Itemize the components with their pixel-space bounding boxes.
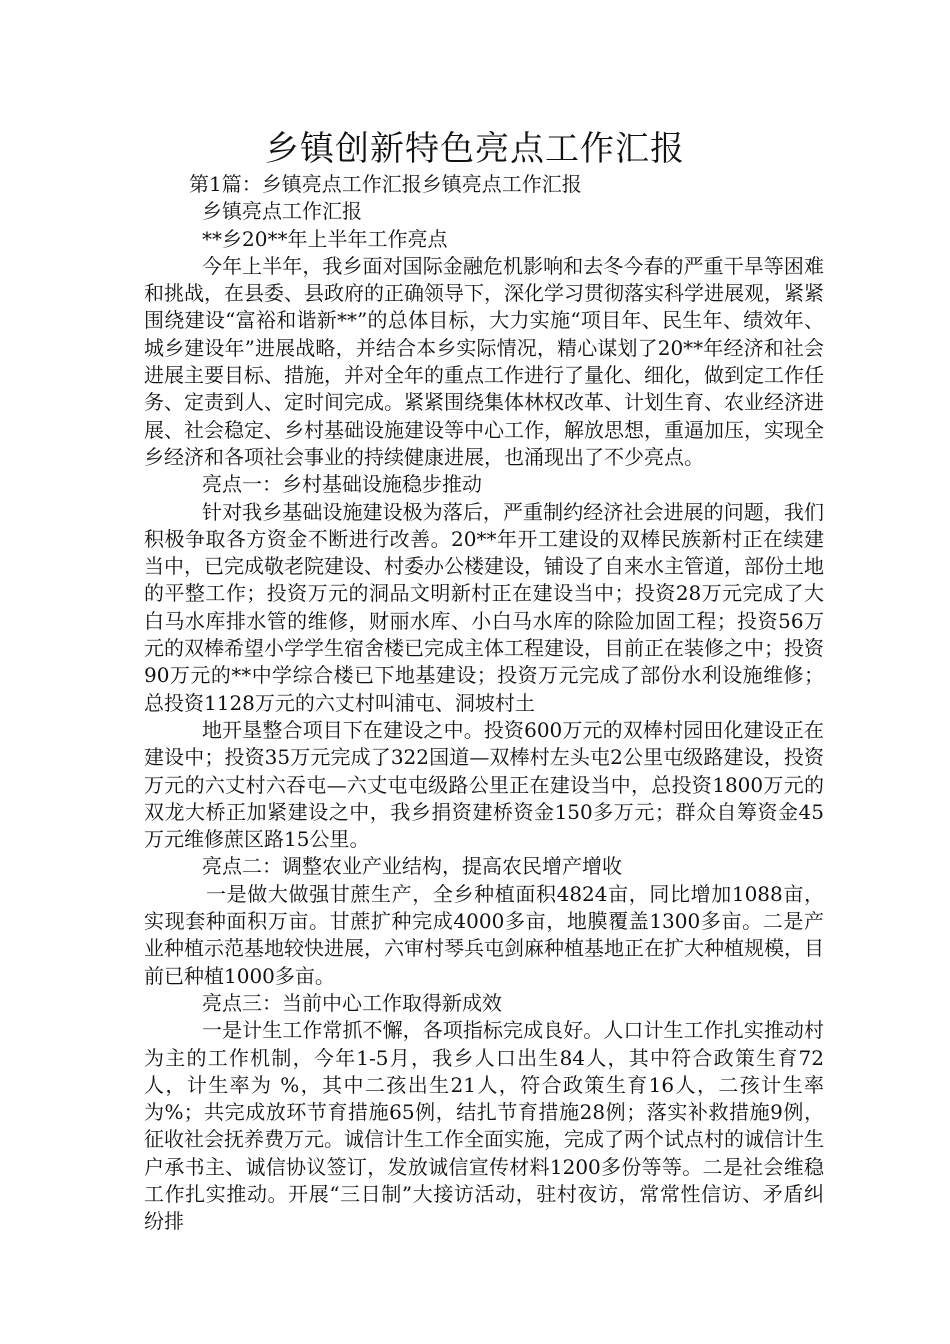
document-subtitle: 乡镇亮点工作汇报	[202, 199, 362, 224]
document-body	[144, 171, 824, 1236]
highlight-one-paragraph-continued: 地开垦整合项目下在建设之中。投资600万元的双棒村园田化建设正在建设中；投资35万元完成了322国道—双棒村左头屯2公里屯级路建设，投资万元的六丈村六吞屯—六丈屯屯级路公里正在建设当中，总投资1800万元的双龙大桥正加紧建设之中，我乡捐资建桥资金150多万元；群众自筹资金45万元维修蔗区路15公里。	[144, 717, 824, 852]
highlight-three-heading: 亮点三：当前中心工作取得新成效	[202, 990, 502, 1015]
chapter-heading: 第1篇：乡镇亮点工作汇报乡镇亮点工作汇报	[189, 172, 582, 196]
document-title: 乡镇创新特色亮点工作汇报	[265, 129, 685, 169]
highlight-three-paragraph: 一是计生工作常抓不懈，各项指标完成良好。人口计生工作扎实推动村为主的工作机制，今年1-5月，我乡人口出生84人，其中符合政策生育72人，计生率为 %，其中二孩出生21人，符合政策生育16人，二孩计生率为%；共完成放环节育措施65例，结扎节育措施28例；落实补救措施9例，征收社会抚养费万元。诚信计生工作全面实施，完成了两个试点村的诚信计生户承书主、诚信协议签订，发放诚信宣传材料1200多份等等。二是社会维稳工作扎实推动。开展“三日制”大接访活动，驻村夜访，常常性信访、矛盾纠纷排	[144, 1018, 824, 1234]
highlight-one-paragraph: 针对我乡基础设施建设极为落后，严重制约经济社会进展的问题，我们积极争取各方资金不断进行改善。20**年开工建设的双棒民族新村正在续建当中，已完成敬老院建设、村委办公楼建设，铺设了自来水主管道，部份土地的平整工作；投资万元的洞品文明新村正在建设当中；投资28万元完成了大白马水库排水管的维修，财丽水库、小白马水库的除险加固工程；投资56万元的双棒希望小学学生宿舍楼已完成主体工程建设，目前正在装修之中；投资90万元的**中学综合楼已下地基建设；投资万元完成了部份水利设施维修；总投资1128万元的六丈村叫浦屯、洞坡村土	[144, 499, 824, 715]
highlight-one-heading: 亮点一：乡村基础设施稳步推动	[202, 472, 482, 497]
section-heading: **乡20**年上半年工作亮点	[202, 226, 448, 251]
highlight-two-paragraph: 一是做大做强甘蔗生产，全乡种植面积4824亩，同比增加1088亩，实现套种面积万亩。甘蔗扩种完成4000多亩，地膜覆盖1300多亩。二是产业种植示范基地较快进展，六审村琴兵屯剑麻种植基地正在扩大种植规模，目前已种植1000多亩。	[144, 881, 824, 988]
intro-paragraph: 今年上半年，我乡面对国际金融危机影响和去冬今春的严重干旱等困难和挑战，在县委、县政府的正确领导下，深化学习贯彻落实科学进展观，紧紧围绕建设“富裕和谐新**”的总体目标，大力实施“项目年、民生年、绩效年、城乡建设年”进展战略，并结合本乡实际情况，精心谋划了20**年经济和社会进展主要目标、措施，并对全年的重点工作进行了量化、细化，做到定工作任务、定责到人、定时间完成。紧紧围绕集体林权改革、计划生育、农业经济进展、社会稳定、乡村基础设施建设等中心工作，解放思想，重逼加压，实现全乡经济和各项社会事业的持续健康进展，也涌现出了不少亮点。	[144, 253, 824, 469]
highlight-two-heading: 亮点二：调整农业产业结构，提高农民增产增收	[202, 854, 622, 879]
